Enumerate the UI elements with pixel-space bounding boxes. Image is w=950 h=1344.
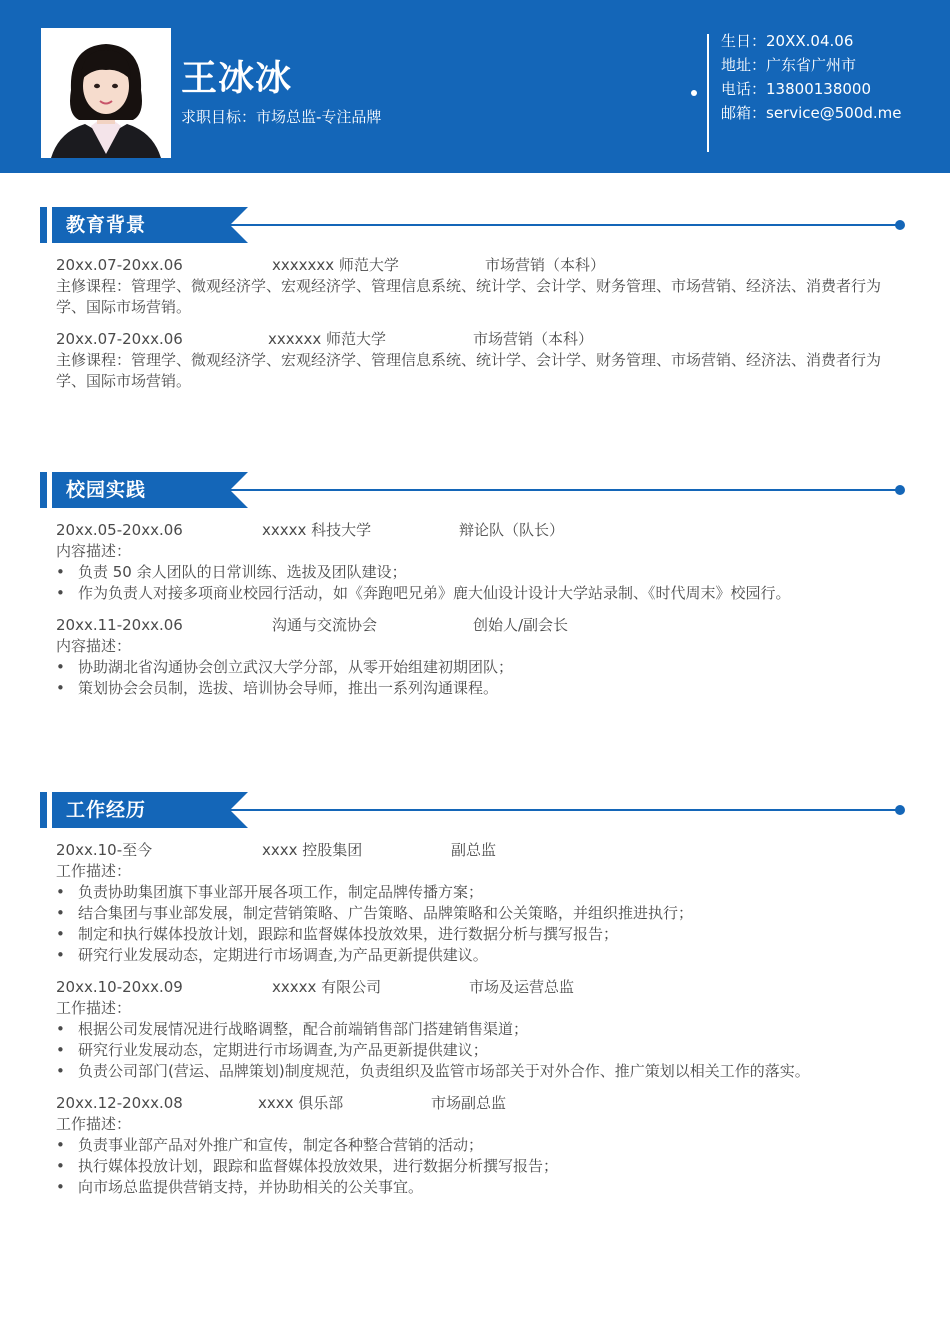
section-rule-dot [895, 805, 905, 815]
work-role: 市场及运营总监 [469, 978, 575, 996]
contact-value: 13800138000 [766, 80, 871, 98]
campus-org: xxxxx 科技大学 [262, 521, 372, 539]
edu-date: 20xx.07-20xx.06 [56, 330, 183, 348]
list-item: • 根据公司发展情况进行战略调整，配合前端销售部门搭建销售渠道； [56, 1020, 529, 1038]
desc-label: 内容描述： [56, 542, 132, 560]
list-item: • 作为负责人对接多项商业校园行活动，如《奔跑吧兄弟》鹿大仙设计设计大学站录制、《时代周末》校园行。 [56, 584, 791, 602]
list-item: • 研究行业发展动态，定期进行市场调查,为产品更新提供建议。 [56, 946, 488, 964]
list-item: • 协助湖北省沟通协会创立武汉大学分部，从零开始组建初期团队； [56, 658, 514, 676]
decorative-dot [691, 90, 697, 96]
contact-label: 地址： [721, 56, 767, 74]
section-rule [221, 489, 899, 491]
edu-courses: 主修课程：管理学、微观经济学、宏观经济学、管理信息系统、统计学、会计学、财务管理、市场营销、经济法、消费者行为学、国际市场营销。 [56, 351, 882, 390]
work-company: xxxx 控股集团 [262, 841, 363, 859]
avatar-portrait [41, 28, 171, 158]
contact-label: 电话： [721, 80, 767, 98]
contact-value: 20XX.04.06 [766, 32, 854, 50]
list-item: • 策划协会会员制，选拔、培训协会导师，推出一系列沟通课程。 [56, 679, 499, 697]
candidate-name: 王冰冰 [181, 58, 293, 99]
desc-label: 工作描述： [56, 862, 132, 880]
profile-photo [41, 28, 171, 158]
section-title: 工作经历 [66, 799, 147, 821]
campus-role: 创始人/副会长 [473, 616, 569, 634]
list-item: • 向市场总监提供营销支持，并协助相关的公关事宜。 [56, 1178, 424, 1196]
job-objective: 求职目标：市场总监-专注品牌 [181, 108, 382, 126]
campus-date: 20xx.11-20xx.06 [56, 616, 183, 634]
work-date: 20xx.12-20xx.08 [56, 1094, 183, 1112]
contact-label: 生日： [721, 32, 767, 50]
campus-role: 辩论队（队长） [459, 521, 565, 539]
education-section-header [40, 207, 904, 243]
resume-header [0, 0, 950, 173]
contact-label: 邮箱： [721, 104, 767, 122]
list-item: • 负责 50 余人团队的日常训练、选拔及团队建设； [56, 563, 407, 581]
campus-org: 沟通与交流协会 [272, 616, 378, 634]
edu-major: 市场营销（本科） [485, 256, 606, 274]
list-item: • 执行媒体投放计划，跟踪和监督媒体投放效果，进行数据分析撰写报告； [56, 1157, 559, 1175]
work-section-header [40, 792, 904, 828]
section-rule [221, 809, 899, 811]
section-rule-dot [895, 220, 905, 230]
edu-school: xxxxxxx 师范大学 [272, 256, 399, 274]
section-bar [40, 472, 47, 508]
work-company: xxxx 俱乐部 [258, 1094, 344, 1112]
work-role: 副总监 [451, 841, 497, 859]
work-date: 20xx.10-20xx.09 [56, 978, 183, 996]
edu-courses: 主修课程：管理学、微观经济学、宏观经济学、管理信息系统、统计学、会计学、财务管理、市场营销、经济法、消费者行为学、国际市场营销。 [56, 277, 882, 316]
list-item: • 制定和执行媒体投放计划，跟踪和监督媒体投放效果，进行数据分析与撰写报告； [56, 925, 619, 943]
work-company: xxxxx 有限公司 [272, 978, 382, 996]
contact-birthday [721, 29, 902, 53]
list-item: • 研究行业发展动态，定期进行市场调查,为产品更新提供建议； [56, 1041, 488, 1059]
edu-school: xxxxxx 师范大学 [268, 330, 387, 348]
header-divider [707, 34, 709, 152]
contact-value: 广东省广州市 [766, 56, 857, 74]
campus-date: 20xx.05-20xx.06 [56, 521, 183, 539]
list-item: • 负责事业部产品对外推广和宣传，制定各种整合营销的活动； [56, 1136, 484, 1154]
desc-label: 工作描述： [56, 1115, 132, 1133]
list-item: • 结合集团与事业部发展，制定营销策略、广告策略、品牌策略和公关策略，并组织推进执行； [56, 904, 694, 922]
section-rule-dot [895, 485, 905, 495]
desc-label: 内容描述： [56, 637, 132, 655]
contact-value: service@500d.me [766, 104, 902, 122]
list-item: • 负责协助集团旗下事业部开展各项工作，制定品牌传播方案； [56, 883, 484, 901]
list-item: • 负责公司部门(营运、品牌策划)制度规范，负责组织及监管市场部关于对外合作、推广策划以相关工作的落实。 [56, 1062, 810, 1080]
desc-label: 工作描述： [56, 999, 132, 1017]
section-bar [40, 207, 47, 243]
edu-date: 20xx.07-20xx.06 [56, 256, 183, 274]
campus-section-header [40, 472, 904, 508]
edu-major: 市场营销（本科） [473, 330, 594, 348]
section-rule [221, 224, 899, 226]
contact-address [721, 53, 902, 77]
contact-phone [721, 77, 902, 101]
section-title: 校园实践 [66, 479, 147, 501]
contact-email [721, 101, 902, 125]
section-title: 教育背景 [66, 214, 147, 236]
work-date: 20xx.10-至今 [56, 841, 153, 859]
section-bar [40, 792, 47, 828]
work-role: 市场副总监 [431, 1094, 507, 1112]
contact-info [721, 29, 902, 125]
